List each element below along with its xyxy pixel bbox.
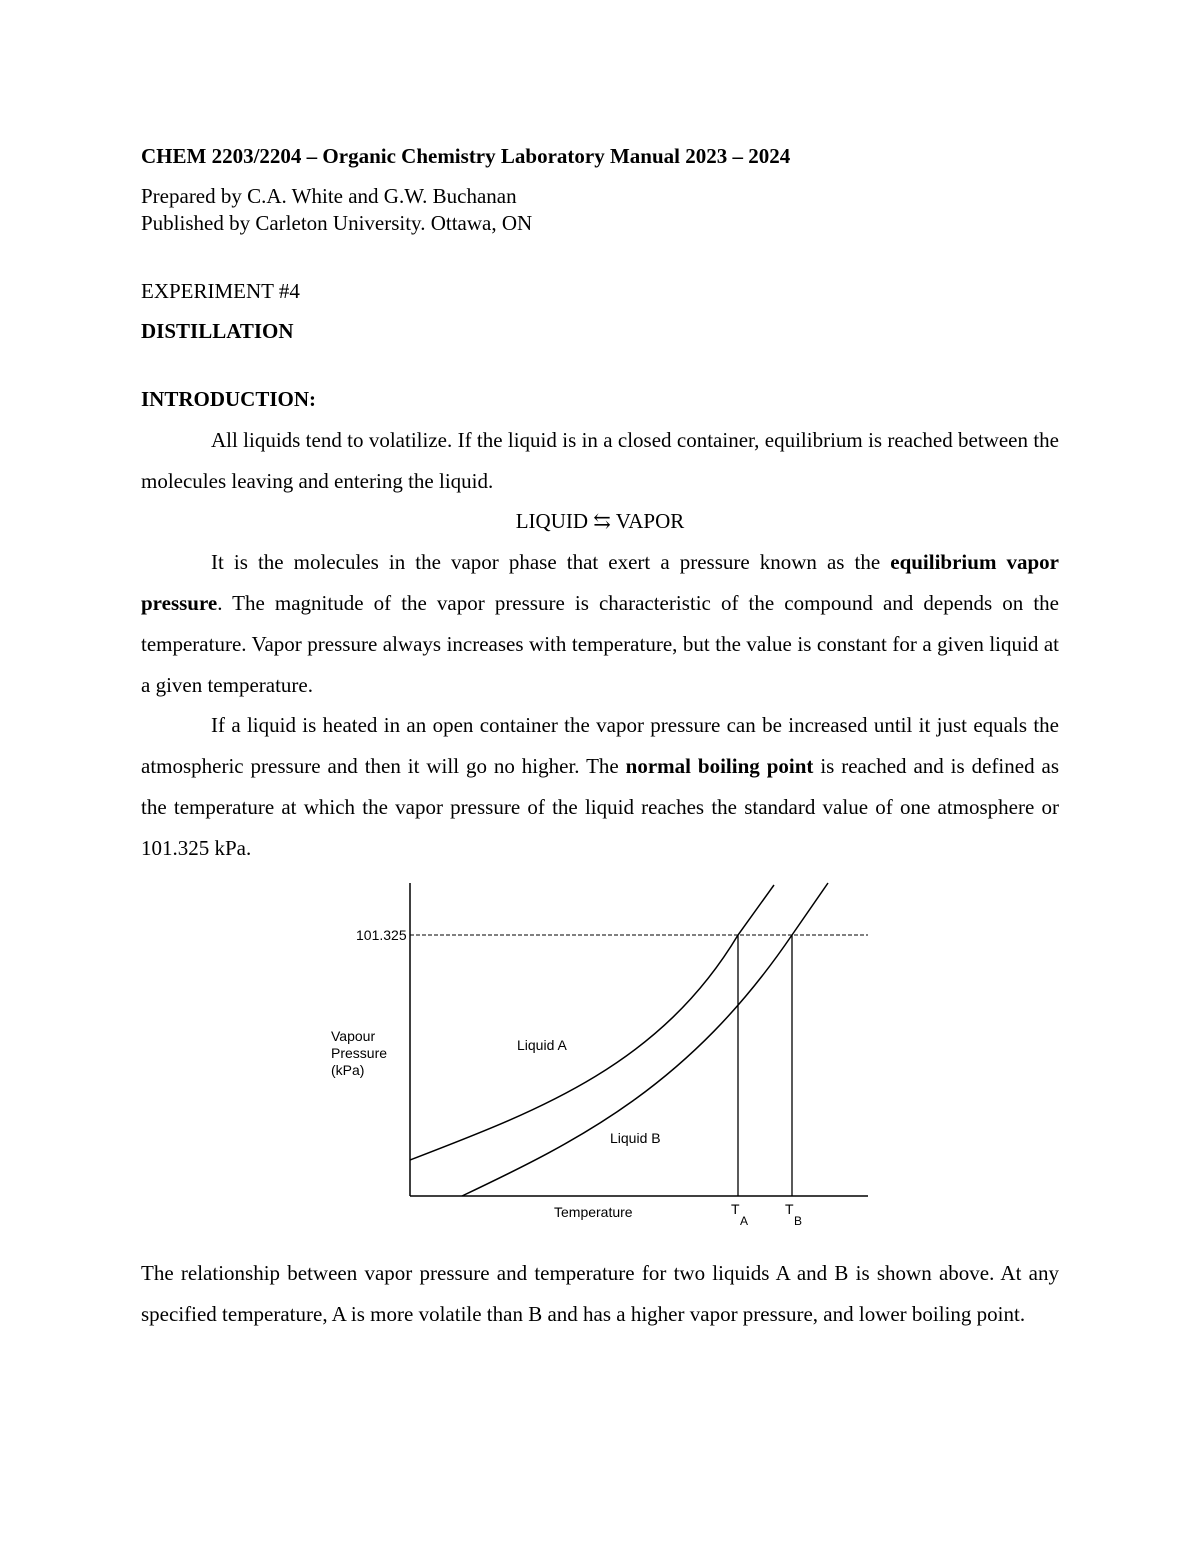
tick-label-tb-subscript: B xyxy=(794,1214,803,1228)
p2-text-after: . The magnitude of the vapor pressure is characteristic of the compound and depends on the temperature. Vapor pressure always increases with temperature, but the value is constant for a given liquid at a given temperature. xyxy=(141,591,1059,697)
tick-label-ta: T xyxy=(731,1201,740,1217)
y-axis-label-line-3: (kPa) xyxy=(331,1062,365,1078)
intro-paragraph-2 xyxy=(141,542,1059,706)
prepared-by: Prepared by C.A. White and G.W. Buchanan xyxy=(141,184,517,208)
tick-label-tb: T xyxy=(785,1201,794,1217)
p3-text-after: is reached and is defined as the temperature at which the vapor pressure of the liquid reaches the standard value of one atmosphere or 101.325 kPa. xyxy=(141,754,1059,860)
y-axis-label-line-2: Pressure xyxy=(331,1045,388,1061)
intro-paragraph-3 xyxy=(141,705,1059,869)
p3-term-normal-boiling-point: normal boiling point xyxy=(625,754,814,778)
series-label-liquid-b: Liquid B xyxy=(610,1130,661,1146)
equilibrium-equation: LIQUID ⇆ VAPOR xyxy=(515,509,685,533)
series-line-liquid-a xyxy=(410,885,774,1160)
experiment-number: EXPERIMENT #4 xyxy=(141,279,300,303)
series-label-liquid-a: Liquid A xyxy=(517,1037,567,1053)
p2-term-equilibrium-vapor-pressure: equilibrium vapor pressure xyxy=(141,550,1060,615)
y-axis-label-line-1: Vapour xyxy=(331,1028,376,1044)
course-title: CHEM 2203/2204 – Organic Chemistry Laboratory Manual 2023 – 2024 xyxy=(141,144,791,168)
x-axis-label: Temperature xyxy=(554,1204,633,1220)
experiment-title: DISTILLATION xyxy=(141,319,294,343)
intro-paragraph-4: The relationship between vapor pressure and temperature for two liquids A and B is shown above. At any specified temperature, A is more volatile than B and has a higher vapor pressure, and lower boiling point. xyxy=(141,1261,1059,1326)
introduction-heading: INTRODUCTION: xyxy=(141,387,317,411)
tick-label-ta-subscript: A xyxy=(740,1214,749,1228)
published-by: Published by Carleton University. Ottawa, ON xyxy=(141,211,533,235)
reference-line-label: 101.325 xyxy=(356,927,407,943)
intro-paragraph-1: All liquids tend to volatilize. If the liquid is in a closed container, equilibrium is reached between the molecules leaving and entering the liquid. xyxy=(141,428,1059,493)
chart-svg xyxy=(310,875,890,1235)
vapor-pressure-chart xyxy=(310,875,890,1235)
p2-text-before: It is the molecules in the vapor phase that exert a pressure known as the xyxy=(211,550,891,574)
p3-text-before: If a liquid is heated in an open container the vapor pressure can be increased until it just equals the atmospheric pressure and then it will go no higher. The xyxy=(141,713,1059,778)
